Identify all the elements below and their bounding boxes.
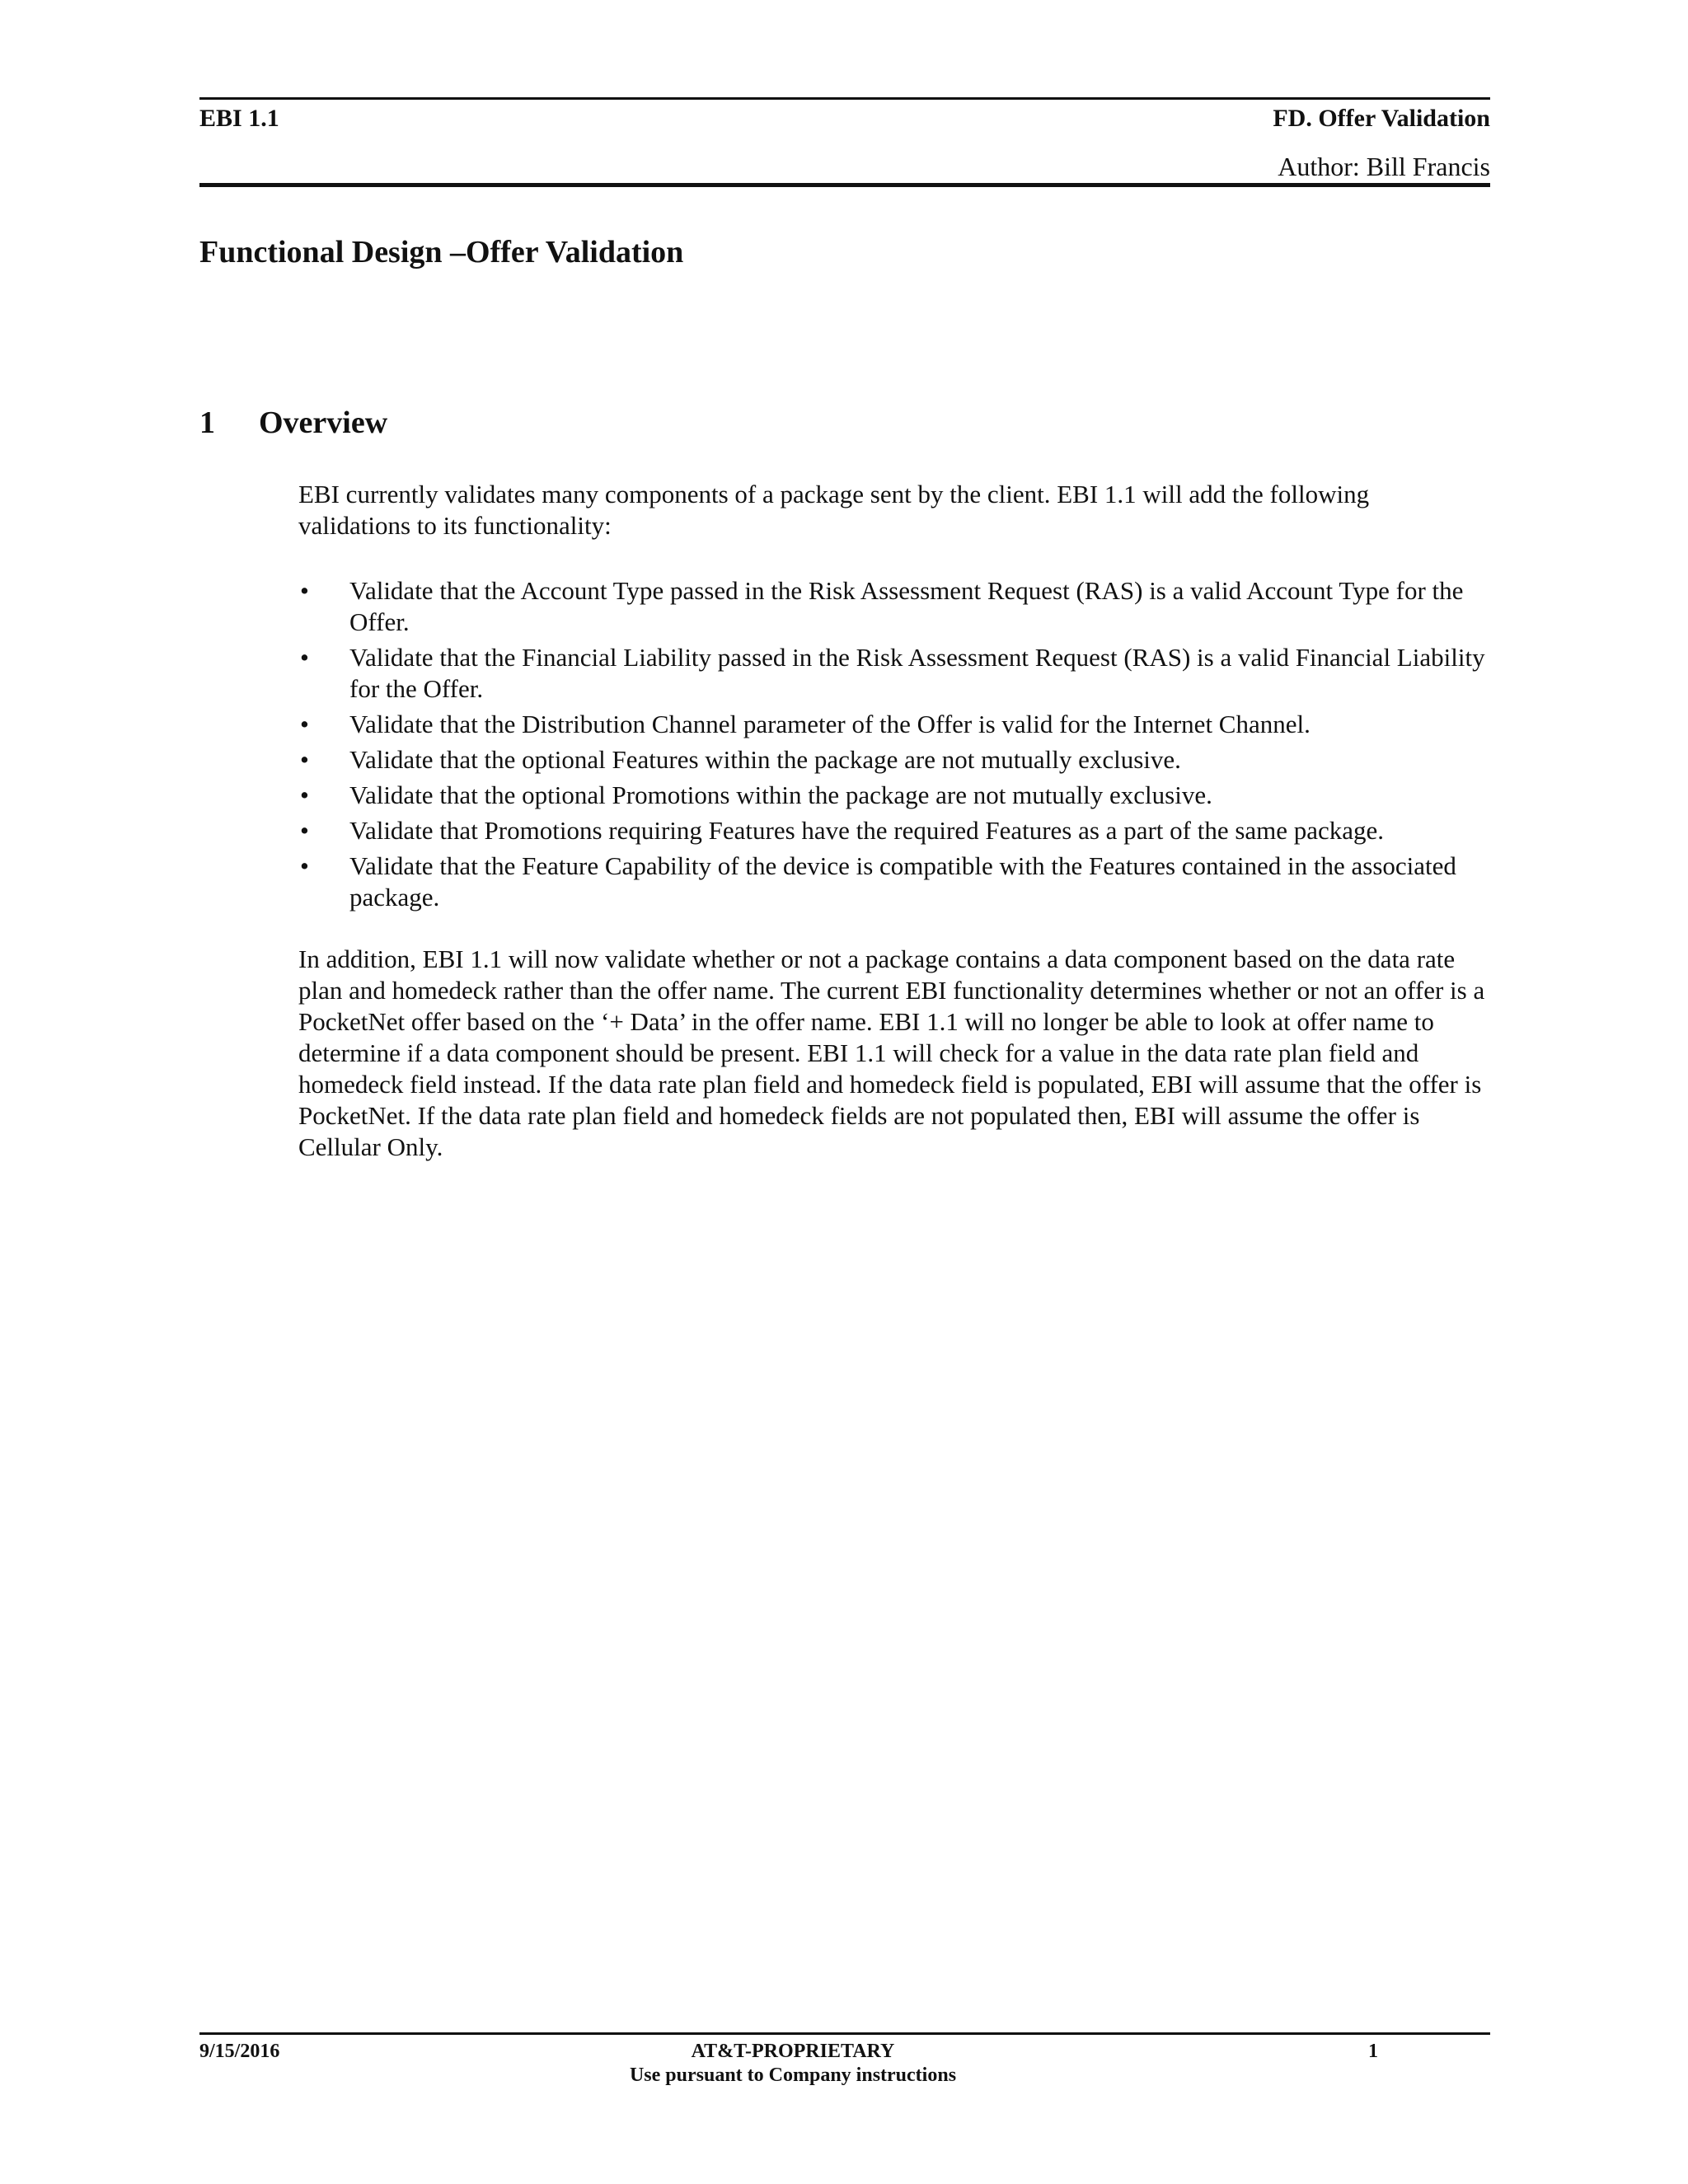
list-item (298, 575, 1502, 638)
footer-page-number: 1 (1368, 2041, 1378, 2062)
list-item-text: Validate that the optional Features within the package are not mutually exclusive. (349, 745, 1181, 774)
header-doc-title: FD. Offer Validation (1273, 105, 1490, 132)
list-item-text: Validate that the optional Promotions within the package are not mutually exclusive. (349, 780, 1212, 809)
closing-paragraph: In addition, EBI 1.1 will now validate whether or not a package contains a data component based on the data rate plan and homedeck rather than the offer name. The current EBI functionality determines whether or not an offer is a PocketNet offer based on the ‘+ Data’ in the offer name. EBI 1.1 will no longer be able to look at offer name to determine if a data component should be present. EBI 1.1 will check for a value in the data rate plan field and homedeck field instead. If the data rate plan field and homedeck field is populated, EBI will assume that the offer is PocketNet. If the data rate plan field and homedeck fields are not populated then, EBI will assume the offer is Cellular Only. (298, 944, 1485, 1161)
list-item-text: Validate that Promotions requiring Features have the required Features as a part of the same package. (349, 816, 1385, 845)
header-doc-id: EBI 1.1 (199, 105, 279, 132)
header-top-rule (199, 97, 1490, 100)
bullet-icon: • (300, 745, 309, 774)
list-item-text: Validate that the Distribution Channel parameter of the Offer is valid for the Internet Channel. (349, 710, 1311, 738)
section-number: 1 (199, 405, 215, 440)
list-item (298, 815, 1502, 846)
list-item (298, 744, 1502, 776)
bullet-icon: • (300, 816, 309, 845)
bullet-icon: • (300, 643, 309, 672)
bullet-icon: • (300, 851, 309, 880)
list-item-text: Validate that the Account Type passed in the Risk Assessment Request (RAS) is a valid Account Type for the Offer. (349, 576, 1464, 636)
intro-paragraph: EBI currently validates many components of a package sent by the client. EBI 1.1 will add the following validations to its functionality: (298, 480, 1370, 540)
footer-proprietary: AT&T-PROPRIETARY (691, 2041, 895, 2062)
validation-list (298, 575, 1502, 917)
list-item-text: Validate that the Feature Capability of the device is compatible with the Features contained in the associated package. (349, 851, 1456, 912)
bullet-icon: • (300, 576, 309, 605)
footer-rule (199, 2032, 1490, 2035)
section-title: Overview (259, 405, 388, 440)
header-author: Author: Bill Francis (1278, 152, 1490, 181)
document-title: Functional Design –Offer Validation (199, 235, 684, 269)
footer-instructions: Use pursuant to Company instructions (629, 2064, 957, 2086)
list-item (298, 780, 1502, 811)
footer-date: 9/15/2016 (199, 2041, 280, 2062)
bullet-icon: • (300, 710, 309, 738)
list-item-text: Validate that the Financial Liability passed in the Risk Assessment Request (RAS) is a valid Financial Liability for the Offer. (349, 643, 1485, 703)
header-bottom-rule (199, 183, 1490, 187)
list-item (298, 709, 1502, 740)
bullet-icon: • (300, 780, 309, 809)
list-item (298, 642, 1502, 705)
list-item (298, 851, 1502, 913)
